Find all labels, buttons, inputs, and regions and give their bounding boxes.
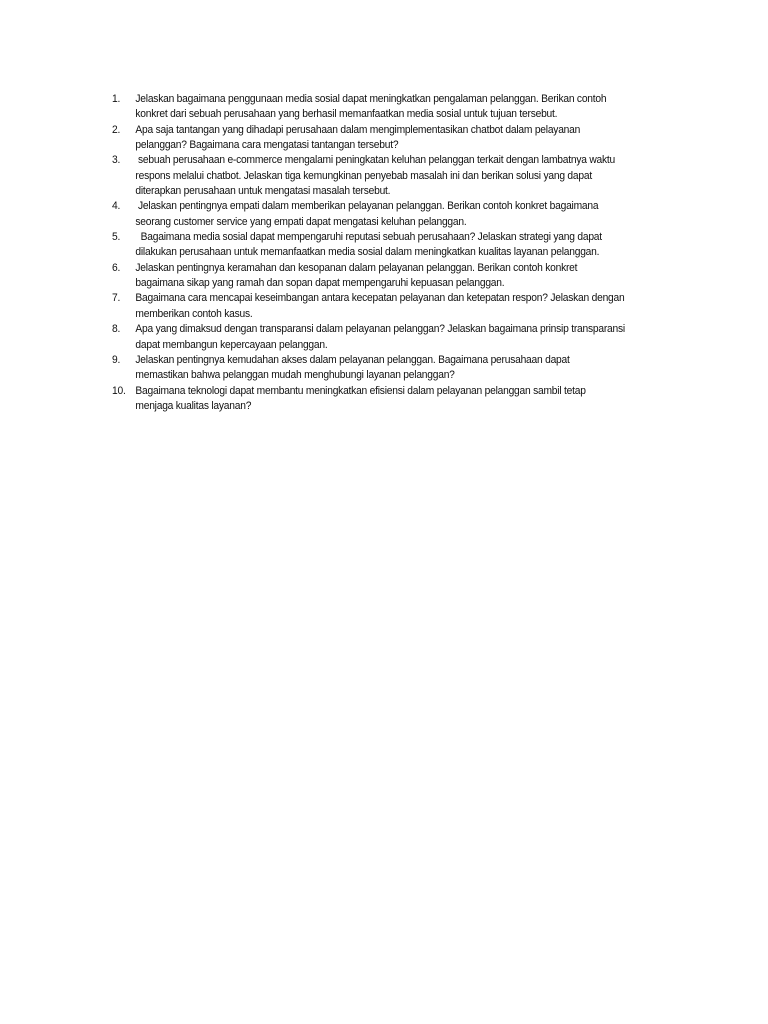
question-number: 1.	[112, 93, 121, 105]
question-item-3	[112, 153, 625, 199]
question-item-9	[112, 353, 625, 384]
question-item-8	[112, 322, 628, 353]
question-text: Bagaimana cara mencapai keseimbangan antara kecepatan pelayanan dan ketepatan respon? Jelaskan dengan memberikan contoh kasus.	[135, 292, 628, 320]
question-item-10	[112, 384, 625, 415]
question-number: 10.	[112, 384, 126, 397]
question-text: Bagaimana media sosial dapat mempengaruhi reputasi sebuah perusahaan? Jelaskan strategi yang dapat dilakukan perusahaan untuk memanfaatkan media sosial dalam meningkatkan kualitas layanan pelanggan.	[135, 231, 605, 259]
question-number: 7.	[112, 292, 121, 305]
question-text: sebuah perusahaan e-commerce mengalami peningkatan keluhan pelanggan terkait dengan lambatnya waktu respons melalui chatbot. Jelaskan tiga kemungkinan penyebab masalah ini dan berikan solusi yang dapat diterapkan perusahaan untuk mengatasi masalah tersebut.	[135, 154, 618, 198]
question-text: Bagaimana teknologi dapat membantu meningkatkan efisiensi dalam pelayanan pelanggan sambil tetap menjaga kualitas layanan?	[135, 384, 589, 412]
question-text: Jelaskan pentingnya keramahan dan kesopanan dalam pelayanan pelanggan. Berikan contoh konkret bagaimana sikap yang ramah dan sopan dapat mempengaruhi kepuasan pelanggan.	[135, 261, 580, 290]
question-item-7	[112, 291, 628, 322]
question-item-6	[112, 261, 625, 292]
question-number: 3.	[112, 154, 121, 167]
question-text: Apa saja tantangan yang dihadapi perusahaan dalam mengimplementasikan chatbot dalam pelayanan pelanggan? Bagaimana cara mengatasi tantangan tersebut?	[135, 123, 583, 152]
question-list	[112, 92, 628, 414]
question-number: 4.	[112, 200, 121, 213]
question-item-4	[112, 199, 625, 230]
question-item-1	[112, 92, 625, 123]
question-text: Jelaskan bagaimana penggunaan media sosial dapat meningkatkan pengalaman pelanggan. Berikan contoh konkret dari sebuah perusahaan yang berhasil memanfaatkan media sosial untuk tujuan tersebut.	[135, 93, 609, 121]
question-text: Jelaskan pentingnya empati dalam memberikan pelayanan pelanggan. Berikan contoh konkret bagaimana seorang customer service yang empati dapat mengatasi keluhan pelanggan.	[135, 200, 601, 228]
question-text: Jelaskan pentingnya kemudahan akses dalam pelayanan pelanggan. Bagaimana perusahaan dapat memastikan bahwa pelanggan mudah menghubungi layanan pelanggan?	[135, 353, 573, 382]
question-item-2	[112, 123, 625, 154]
question-number: 9.	[112, 353, 121, 366]
question-item-5	[112, 230, 625, 261]
question-number: 5.	[112, 231, 121, 244]
question-number: 2.	[112, 123, 121, 136]
question-number: 6.	[112, 261, 121, 274]
question-text: Apa yang dimaksud dengan transparansi dalam pelayanan pelanggan? Jelaskan bagaimana prinsip transparansi dapat membangun kepercayaan pelanggan.	[135, 323, 628, 351]
question-number: 8.	[112, 323, 121, 336]
